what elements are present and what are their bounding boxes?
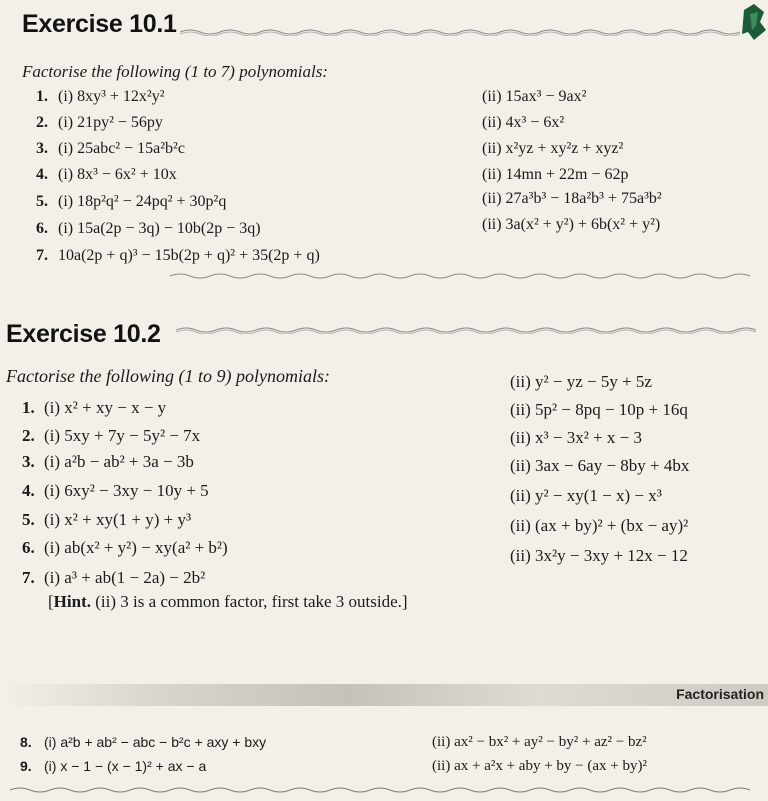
ex2-row-2-ii: (ii) 5p² − 8pq − 10p + 16q bbox=[510, 400, 688, 419]
page-break-band bbox=[0, 684, 768, 706]
ex2-row-1-ii: (ii) y² − yz − 5y + 5z bbox=[510, 372, 652, 391]
decorative-rule bbox=[170, 272, 760, 280]
decorative-rule bbox=[180, 28, 740, 36]
ex2-row-7-ii: (ii) 3x²y − 3xy + 12x − 12 bbox=[510, 546, 688, 565]
ex1-row-5: 5. (i) 18p²q² − 24pq² + 30p²q bbox=[36, 193, 227, 210]
ex1-row-6: 6. (i) 15a(2p − 3q) − 10b(2p − 3q) bbox=[36, 220, 261, 237]
decorative-rule bbox=[176, 326, 766, 334]
bottom-row-8-ii: (ii) ax² − bx² + ay² − by² + az² − bz² bbox=[432, 734, 647, 750]
ex2-row-6: 6. (i) ab(x² + y²) − xy(a² + b²) bbox=[22, 538, 228, 557]
exercise-10-2-instruction: Factorise the following (1 to 9) polynomials: bbox=[6, 366, 330, 386]
decorative-rule bbox=[10, 786, 750, 794]
ex1-row-7: 7. 10a(2p + q)³ − 15b(2p + q)² + 35(2p + q) bbox=[36, 247, 320, 264]
hint-note: [Hint. (ii) 3 is a common factor, first take 3 outside.] bbox=[48, 592, 408, 611]
hint-label: Hint. bbox=[53, 592, 91, 611]
ex2-row-7: 7. (i) a³ + ab(1 − 2a) − 2b² bbox=[22, 568, 206, 587]
ex1-row-4-ii: (ii) 14mn + 22m − 62p bbox=[482, 166, 629, 183]
exercise-10-2-title: Exercise 10.2 bbox=[6, 320, 161, 348]
ex1-row-2: 2. (i) 21py² − 56py bbox=[36, 114, 163, 131]
chapter-label: Factorisation bbox=[676, 686, 764, 702]
bottom-row-9: 9. (i) x − 1 − (x − 1)² + ax − a bbox=[20, 758, 207, 774]
bottom-row-8: 8. (i) a²b + ab² − abc − b²c + axy + bxy bbox=[20, 734, 267, 750]
ex1-row-3: 3. (i) 25abc² − 15a²b²c bbox=[36, 140, 185, 157]
ex2-row-5: 5. (i) x² + xy(1 + y) + y³ bbox=[22, 510, 192, 529]
corner-illustration bbox=[740, 0, 768, 44]
ex1-row-4: 4. (i) 8x³ − 6x² + 10x bbox=[36, 166, 177, 183]
ex1-row-5-ii: (ii) 27a³b³ − 18a²b³ + 75a³b² bbox=[482, 190, 662, 207]
ex2-row-4-ii: (ii) 3ax − 6ay − 8by + 4bx bbox=[510, 456, 690, 475]
ex1-row-3-ii: (ii) x²yz + xy²z + xyz² bbox=[482, 140, 624, 157]
ex2-row-3: 3. (i) a²b − ab² + 3a − 3b bbox=[22, 452, 194, 471]
ex1-row-1: 1. (i) 8xy³ + 12x²y² bbox=[36, 88, 165, 105]
ex2-row-6-ii: (ii) (ax + by)² + (bx − ay)² bbox=[510, 516, 689, 535]
exercise-10-1-instruction: Factorise the following (1 to 7) polynomials: bbox=[22, 62, 328, 81]
ex2-row-5-ii: (ii) y² − xy(1 − x) − x³ bbox=[510, 486, 662, 505]
ex1-row-1-ii: (ii) 15ax³ − 9ax² bbox=[482, 88, 587, 105]
bottom-row-9-ii: (ii) ax + a²x + aby + by − (ax + by)² bbox=[432, 758, 647, 774]
ex2-row-1: 1. (i) x² + xy − x − y bbox=[22, 398, 167, 417]
ex2-row-4: 4. (i) 6xy² − 3xy − 10y + 5 bbox=[22, 481, 209, 500]
exercise-10-1-title: Exercise 10.1 bbox=[22, 10, 177, 38]
ex2-row-3-ii: (ii) x³ − 3x² + x − 3 bbox=[510, 428, 642, 447]
ex1-row-2-ii: (ii) 4x³ − 6x² bbox=[482, 114, 565, 131]
ex1-row-6-ii: (ii) 3a(x² + y²) + 6b(x² + y²) bbox=[482, 216, 661, 233]
ex2-row-2: 2. (i) 5xy + 7y − 5y² − 7x bbox=[22, 426, 201, 445]
hint-text: (ii) 3 is a common factor, first take 3 outside.] bbox=[95, 592, 408, 611]
